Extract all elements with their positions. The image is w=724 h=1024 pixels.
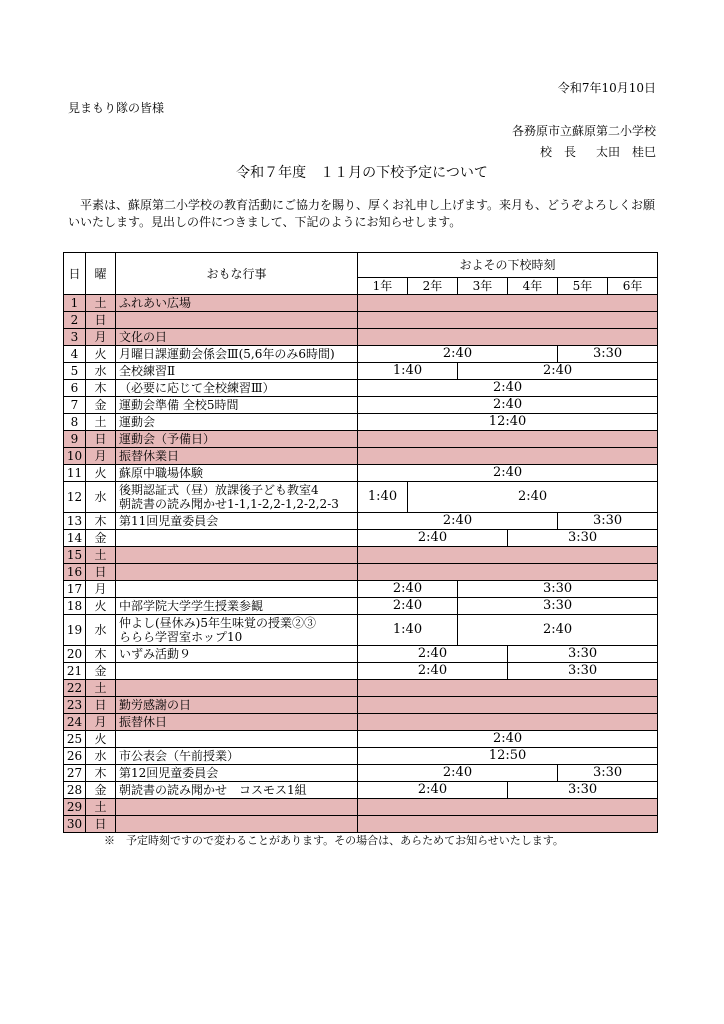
event-cell: 運動会準備 全校5時間 — [116, 397, 358, 414]
event-cell: 全校練習Ⅱ — [116, 363, 358, 380]
event-cell — [116, 663, 358, 680]
event-cell — [116, 312, 358, 329]
table-row — [64, 397, 658, 414]
event-cell: 蘇原中職場体験 — [116, 465, 358, 482]
time-cell: 3:30 — [508, 646, 658, 663]
time-cell: 1:40 — [358, 482, 408, 513]
time-cell: 1:40 — [358, 615, 458, 646]
time-cell: 2:40 — [358, 380, 658, 397]
day-cell: 23 — [64, 697, 86, 714]
event-line: 後期認証式（昼）放課後子ども教室4 — [119, 483, 319, 497]
weekday-cell: 日 — [86, 564, 116, 581]
weekday-cell: 水 — [86, 363, 116, 380]
table-row — [64, 799, 658, 816]
event-cell — [116, 799, 358, 816]
event-cell: 市公表会（午前授業） — [116, 748, 358, 765]
time-cell-empty — [358, 564, 658, 581]
day-cell: 18 — [64, 598, 86, 615]
table-row — [64, 295, 658, 312]
weekday-cell: 土 — [86, 414, 116, 431]
weekday-cell: 金 — [86, 663, 116, 680]
event-cell — [116, 581, 358, 598]
time-cell: 12:50 — [358, 748, 658, 765]
event-cell — [116, 564, 358, 581]
table-row — [64, 547, 658, 564]
header-weekday: 曜 — [86, 253, 116, 295]
principal — [540, 143, 656, 160]
time-cell-empty — [358, 329, 658, 346]
table-row — [64, 748, 658, 765]
weekday-cell: 土 — [86, 295, 116, 312]
weekday-cell: 木 — [86, 380, 116, 397]
header-grade: 1年 — [358, 278, 408, 295]
weekday-cell: 金 — [86, 782, 116, 799]
time-cell: 2:40 — [408, 482, 658, 513]
header-grade: 6年 — [608, 278, 658, 295]
table-row — [64, 482, 658, 513]
weekday-cell: 月 — [86, 714, 116, 731]
table-row — [64, 714, 658, 731]
time-cell: 12:40 — [358, 414, 658, 431]
weekday-cell: 木 — [86, 646, 116, 663]
day-cell: 27 — [64, 765, 86, 782]
weekday-cell: 水 — [86, 615, 116, 646]
event-cell — [116, 816, 358, 833]
day-cell: 14 — [64, 530, 86, 547]
time-cell: 3:30 — [558, 346, 658, 363]
table-row — [64, 697, 658, 714]
header-event: おもな行事 — [116, 253, 358, 295]
time-cell: 2:40 — [358, 598, 458, 615]
time-cell-empty — [358, 431, 658, 448]
table-row — [64, 663, 658, 680]
event-line: ららら学習室ホップ10 — [119, 630, 243, 644]
event-cell: 第12回児童委員会 — [116, 765, 358, 782]
day-cell: 3 — [64, 329, 86, 346]
table-row — [64, 615, 658, 646]
table-row — [64, 380, 658, 397]
table-row — [64, 431, 658, 448]
event-cell: 第11回児童委員会 — [116, 513, 358, 530]
header-times: およその下校時刻 — [358, 253, 658, 278]
event-cell — [116, 482, 358, 513]
day-cell: 22 — [64, 680, 86, 697]
school-name: 各務原市立蘇原第二小学校 — [511, 124, 656, 138]
time-cell: 2:40 — [458, 615, 658, 646]
day-cell: 16 — [64, 564, 86, 581]
time-cell: 1:40 — [358, 363, 458, 380]
day-cell: 20 — [64, 646, 86, 663]
day-cell: 11 — [64, 465, 86, 482]
event-cell: （必要に応じて全校練習Ⅲ） — [116, 380, 358, 397]
weekday-cell: 火 — [86, 346, 116, 363]
time-cell: 2:40 — [358, 646, 508, 663]
table-row — [64, 816, 658, 833]
time-cell-empty — [358, 312, 658, 329]
day-cell: 9 — [64, 431, 86, 448]
table-row — [64, 680, 658, 697]
event-cell: 勤労感謝の日 — [116, 697, 358, 714]
time-cell-empty — [358, 714, 658, 731]
day-cell: 29 — [64, 799, 86, 816]
weekday-cell: 日 — [86, 431, 116, 448]
time-cell: 2:40 — [358, 397, 658, 414]
time-cell: 3:30 — [458, 598, 658, 615]
day-cell: 8 — [64, 414, 86, 431]
weekday-cell: 月 — [86, 329, 116, 346]
time-cell: 2:40 — [358, 782, 508, 799]
time-cell: 3:30 — [558, 513, 658, 530]
event-line: 仲よし(昼休み)5年生味覚の授業②③ — [119, 616, 316, 630]
day-cell: 17 — [64, 581, 86, 598]
footnote: ※ 予定時刻ですので変わることがあります。その場合は、あらためてお知らせいたします。 — [104, 834, 564, 847]
table-row — [64, 312, 658, 329]
day-cell: 21 — [64, 663, 86, 680]
header-grade: 5年 — [558, 278, 608, 295]
event-cell: 振替休日 — [116, 714, 358, 731]
day-cell: 26 — [64, 748, 86, 765]
weekday-cell: 土 — [86, 547, 116, 564]
day-cell: 25 — [64, 731, 86, 748]
event-cell: 運動会（予備日） — [116, 431, 358, 448]
table-row — [64, 329, 658, 346]
time-cell-empty — [358, 547, 658, 564]
weekday-cell: 日 — [86, 816, 116, 833]
table-row — [64, 530, 658, 547]
weekday-cell: 火 — [86, 465, 116, 482]
time-cell-empty — [358, 697, 658, 714]
event-cell: 運動会 — [116, 414, 358, 431]
header-grade: 2年 — [408, 278, 458, 295]
day-cell: 7 — [64, 397, 86, 414]
day-cell: 1 — [64, 295, 86, 312]
day-cell: 6 — [64, 380, 86, 397]
time-cell-empty — [358, 448, 658, 465]
document-date: 令和7年10月10日 — [557, 81, 656, 95]
table-row — [64, 448, 658, 465]
addressee: 見まもり隊の皆様 — [68, 101, 165, 115]
header-day: 日 — [64, 253, 86, 295]
weekday-cell: 月 — [86, 581, 116, 598]
table-row — [64, 414, 658, 431]
principal-name: 太田 桂巳 — [595, 145, 656, 159]
event-cell — [116, 547, 358, 564]
day-cell: 28 — [64, 782, 86, 799]
table-row — [64, 363, 658, 380]
day-cell: 2 — [64, 312, 86, 329]
time-cell: 3:30 — [558, 765, 658, 782]
table-row — [64, 581, 658, 598]
time-cell: 2:40 — [358, 465, 658, 482]
table-row — [64, 646, 658, 663]
event-cell: 文化の日 — [116, 329, 358, 346]
document-title: 令和７年度 １１月の下校予定について — [236, 165, 488, 181]
weekday-cell: 火 — [86, 598, 116, 615]
day-cell: 15 — [64, 547, 86, 564]
weekday-cell: 火 — [86, 731, 116, 748]
weekday-cell: 土 — [86, 799, 116, 816]
event-cell: ふれあい広場 — [116, 295, 358, 312]
day-cell: 24 — [64, 714, 86, 731]
time-cell-empty — [358, 799, 658, 816]
day-cell: 4 — [64, 346, 86, 363]
time-cell: 3:30 — [508, 782, 658, 799]
weekday-cell: 木 — [86, 513, 116, 530]
day-cell: 5 — [64, 363, 86, 380]
day-cell: 30 — [64, 816, 86, 833]
time-cell: 3:30 — [508, 530, 658, 547]
weekday-cell: 月 — [86, 448, 116, 465]
body-paragraph: 平素は、蘇原第二小学校の教育活動にご協力を賜り、厚くお礼申し上げます。来月も、どうぞよろしくお願いいたします。見出しの件につきまして、下記のようにお知らせします。 — [68, 198, 656, 229]
time-cell: 2:40 — [458, 363, 658, 380]
table-row — [64, 513, 658, 530]
table-row — [64, 564, 658, 581]
day-cell: 10 — [64, 448, 86, 465]
day-cell: 13 — [64, 513, 86, 530]
event-cell: 中部学院大学学生授業参観 — [116, 598, 358, 615]
event-cell: 朝読書の読み聞かせ コスモス1組 — [116, 782, 358, 799]
time-cell: 2:40 — [358, 663, 508, 680]
event-cell: 振替休業日 — [116, 448, 358, 465]
event-cell — [116, 615, 358, 646]
weekday-cell: 水 — [86, 482, 116, 513]
time-cell: 3:30 — [458, 581, 658, 598]
time-cell-empty — [358, 816, 658, 833]
time-cell: 2:40 — [358, 731, 658, 748]
table-row — [64, 598, 658, 615]
event-cell: 月曜日課運動会係会Ⅲ(5,6年のみ6時間) — [116, 346, 358, 363]
day-cell: 12 — [64, 482, 86, 513]
event-cell — [116, 680, 358, 697]
schedule-table — [63, 252, 658, 833]
weekday-cell: 金 — [86, 530, 116, 547]
time-cell: 2:40 — [358, 346, 558, 363]
weekday-cell: 金 — [86, 397, 116, 414]
day-cell: 19 — [64, 615, 86, 646]
event-cell — [116, 530, 358, 547]
header-grade: 3年 — [458, 278, 508, 295]
event-cell — [116, 731, 358, 748]
table-row — [64, 765, 658, 782]
event-line: 朝読書の読み聞かせ1-1,1-2,2-1,2-2,2-3 — [119, 497, 339, 511]
table-row — [64, 731, 658, 748]
table-row — [64, 782, 658, 799]
time-cell: 3:30 — [508, 663, 658, 680]
weekday-cell: 日 — [86, 697, 116, 714]
time-cell: 2:40 — [358, 765, 558, 782]
time-cell: 2:40 — [358, 581, 458, 598]
table-row — [64, 465, 658, 482]
weekday-cell: 土 — [86, 680, 116, 697]
weekday-cell: 日 — [86, 312, 116, 329]
event-cell: いずみ活動９ — [116, 646, 358, 663]
principal-title: 校 長 — [539, 145, 576, 159]
time-cell-empty — [358, 295, 658, 312]
weekday-cell: 木 — [86, 765, 116, 782]
time-cell-empty — [358, 680, 658, 697]
header-grade: 4年 — [508, 278, 558, 295]
time-cell: 2:40 — [358, 530, 508, 547]
weekday-cell: 水 — [86, 748, 116, 765]
time-cell: 2:40 — [358, 513, 558, 530]
table-row — [64, 346, 658, 363]
